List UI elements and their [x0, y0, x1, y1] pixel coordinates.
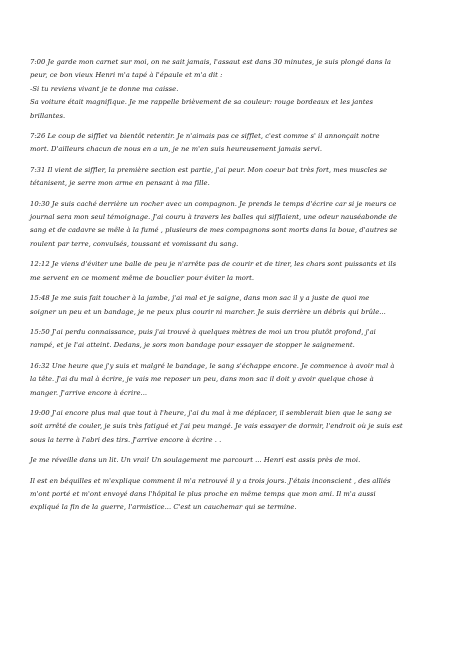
diary-paragraph [30, 164, 428, 191]
text-line: brillantes. [30, 111, 66, 120]
text-line: tétanisent, je serre mon arme en pensant à ma fille. [30, 179, 210, 188]
text-line: expliqué la fin de la guerre, l'armistice... C'est un cauchemar qui se termine. [30, 503, 297, 512]
text-line: Sa voiture était magnifique. Je me rappelle brièvement de sa couleur: rouge bordeaux et les jantes [30, 98, 374, 107]
diary-paragraph [30, 130, 428, 157]
text-line: 7:00 Je garde mon carnet sur moi, on ne sait jamais, l'assaut est dans 30 minutes, je suis plongé dans la [30, 58, 391, 66]
text-line: sous la terre à l'abri des tirs. J'arrive encore à écrire . . [30, 435, 222, 444]
diary-text [30, 56, 428, 522]
text-line: 16:32 Une heure que j'y suis et malgré le bandage, le sang s'échappe encore. Je commence à avoir mal à [30, 361, 395, 370]
text-line: 7:31 Il vient de siffler, la première section est partie, j'ai peur. Mon coeur bat très fort, mes muscles se [30, 165, 388, 174]
text-line: manger. J'arrive encore à écrire... [30, 388, 148, 397]
diary-paragraph [30, 454, 428, 467]
diary-paragraph [30, 326, 428, 353]
diary-paragraph [30, 360, 428, 400]
diary-paragraph [30, 407, 428, 447]
text-line: 12:12 Je viens d'éviter une balle de peu je n'arrête pas de courir et de tirer, les chars sont puissants et ils [30, 260, 397, 269]
text-line: 10:30 Je suis caché derrière un rocher avec un compagnon. Je prends le temps d'écrire car si je meurs ce [30, 199, 397, 208]
text-line: 15:50 J'ai perdu connaissance, puis j'ai trouvé à quelques mètres de moi un trou plutôt profond, j'ai [30, 327, 376, 336]
text-line: rampé, et je l'ai atteint. Dedans, je sors mon bandage pour essayer de stopper le saignement. [30, 341, 355, 350]
diary-paragraph [30, 292, 428, 319]
text-line: -Si tu reviens vivant je te donne ma caisse. [30, 84, 179, 93]
text-line: la tête. J'ai du mal à écrire, je vais me reposer un peu, dans mon sac il doit y avoir quelque chose à [30, 375, 374, 384]
text-line: Je me réveille dans un lit. Un vrai! Un soulagement me parcourt ... Henri est assis près de moi. [30, 456, 361, 465]
text-line: 15:48 Je me suis fait toucher à la jambe, j'ai mal et je saigne, dans mon sac il y a juste de quoi me [30, 294, 370, 303]
text-line: Il est en béquilles et m'explique comment il m'a retrouvé il y a trois jours. J'étais inconscient , des alliés [30, 476, 391, 485]
diary-paragraph [30, 258, 428, 285]
text-line: peur, ce bon vieux Henri m'a tapé à l'épaule et m'a dit : [30, 71, 223, 80]
diary-paragraph [30, 475, 428, 515]
text-line: roulent par terre, convulsés, toussant et vomissant du sang. [30, 239, 239, 248]
text-line: 19:00 J'ai encore plus mal que tout à l'heure, j'ai du mal à me déplacer, il semblerait bien que le sang se [30, 408, 392, 417]
text-line: me servent en ce moment même de bouclier pour éviter la mort. [30, 273, 255, 282]
diary-paragraph [30, 56, 428, 123]
text-line: m'ont porté et m'ont envoyé dans l'hôpital le plus proche en même temps que mon ami. Il m'a aussi [30, 489, 376, 498]
text-line: mort. D'ailleurs chacun de nous en a un, je ne m'en suis heureusement jamais servi. [30, 145, 323, 154]
text-line: 7:26 Le coup de sifflet va bientôt retentir. Je n'aimais pas ce sifflet, c'est comme s' il annonçait notre [30, 132, 380, 141]
diary-paragraph [30, 198, 428, 252]
text-line: journal sera mon seul témoignage. J'ai couru à travers les balles qui sifflaient, une odeur nauséabonde de [30, 213, 398, 222]
text-line: soigner un peu et un bandage, je ne peux plus courir ni marcher. Je suis derrière un débris qui brûle... [30, 307, 386, 316]
text-line: sang et de cadavre se mêle à la fumé , plusieurs de mes compagnons sont morts dans la boue, d'autres se [30, 226, 398, 235]
text-line: soit arrêté de couler, je suis très fatigué et j'ai peu mangé. Je vais essayer de dormir, l'endroit où je suis est [30, 422, 403, 431]
